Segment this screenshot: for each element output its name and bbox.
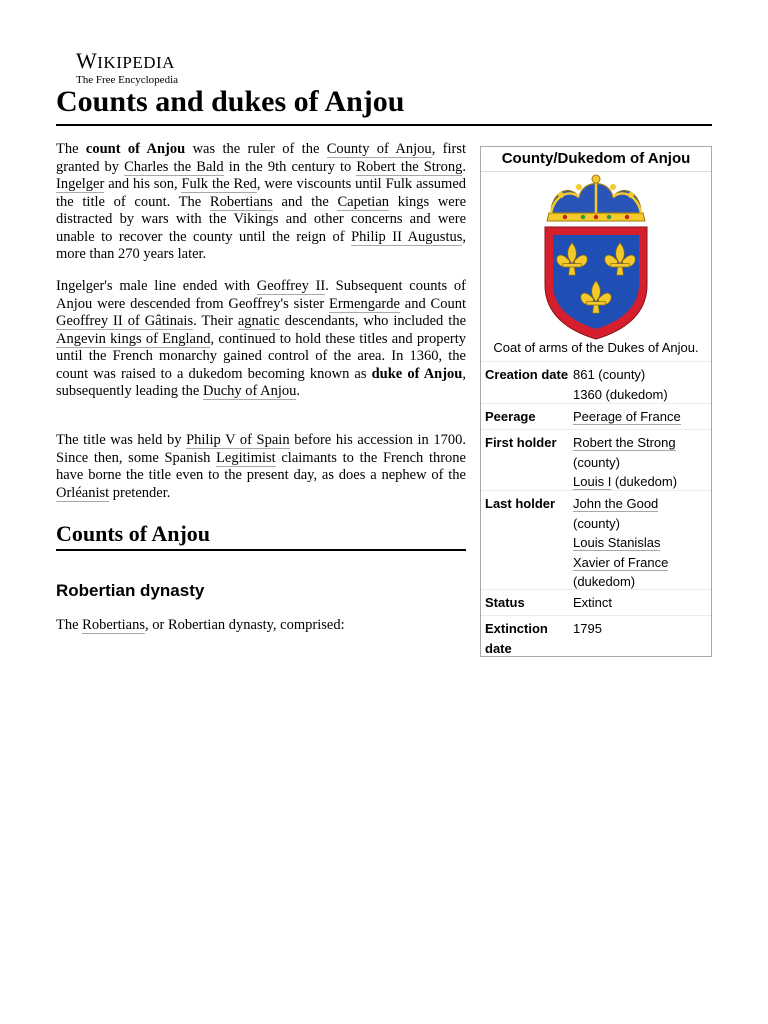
infobox-text: (county) xyxy=(573,515,620,531)
wikipedia-logo[interactable] xyxy=(76,50,178,86)
text-run: , or Robertian dynasty, comprised: xyxy=(145,617,345,633)
infobox-label: Status xyxy=(485,595,525,610)
text-run: kings were distracted by wars with the Vikings and other concerns and were unable to recover the county until the reign of xyxy=(56,193,467,245)
text-run: . Their xyxy=(193,313,238,329)
article-link[interactable]: Fulk the Red xyxy=(181,176,257,192)
subsection-heading-robertian: Robertian dynasty xyxy=(56,581,205,600)
article-link[interactable]: Ingelger xyxy=(56,176,105,192)
infobox-link[interactable]: John the Good xyxy=(573,496,659,511)
article-link[interactable]: Angevin kings of England xyxy=(56,330,211,347)
intro-paragraph-1 xyxy=(56,141,466,264)
intro-paragraph-3 xyxy=(56,432,466,502)
article-link[interactable]: Geoffrey II xyxy=(256,278,326,294)
section-heading-counts: Counts of Anjou xyxy=(56,521,211,546)
infobox-link[interactable]: Louis Stanislas xyxy=(573,535,661,550)
infobox-row xyxy=(481,615,711,657)
article-link[interactable]: Robert the Strong xyxy=(356,158,463,175)
text-run: and his son, xyxy=(104,176,182,192)
text-run: and the xyxy=(272,193,338,210)
text-run: , subsequently leading the xyxy=(56,365,466,399)
text-run: The xyxy=(56,617,83,633)
text-run: . Subsequent counts of Anjou were descended from Geoffrey's sister xyxy=(56,278,466,312)
bold-term: duke of Anjou xyxy=(371,365,463,382)
crown-icon xyxy=(547,175,645,221)
infobox-value-line xyxy=(573,453,709,473)
article-link[interactable]: Robertians xyxy=(209,193,273,210)
text-run: The xyxy=(56,141,86,157)
text-run: , were viscounts until Fulk assumed the title of count. The xyxy=(56,176,466,210)
infobox-text: 861 (county) xyxy=(573,367,646,382)
article-link[interactable]: Legitimist xyxy=(216,449,276,466)
infobox-caption: Coat of arms of the Dukes of Anjou. xyxy=(493,340,699,355)
text-run: . xyxy=(462,158,466,175)
text-run: claimants to the French throne have borne the title even to the present day, as does a nephew of the xyxy=(56,449,466,483)
wordmark-text: WIKIPEDIA xyxy=(76,48,175,73)
infobox-value-line xyxy=(573,619,709,639)
infobox xyxy=(480,146,712,657)
infobox-text: Extinct xyxy=(573,595,613,610)
article-link[interactable]: Orléanist xyxy=(56,484,110,501)
article-link[interactable]: Philip V of Spain xyxy=(186,432,290,448)
article-link[interactable]: Ermengarde xyxy=(329,295,400,312)
text-run: , first granted by xyxy=(56,141,467,175)
article-link[interactable]: County of Anjou xyxy=(326,141,432,157)
article-link[interactable]: Robertians xyxy=(82,617,145,633)
bold-term: count of Anjou xyxy=(85,141,186,157)
infobox-value-line xyxy=(573,385,709,405)
robertian-paragraph xyxy=(56,617,466,635)
wikipedia-tagline: The Free Encyclopedia xyxy=(76,74,179,86)
infobox-value-line xyxy=(573,472,709,492)
infobox-value-line xyxy=(573,593,709,613)
text-run: . xyxy=(296,383,301,399)
infobox-value-line xyxy=(573,553,709,573)
text-run: descendants, who included the xyxy=(279,313,467,329)
infobox-text: 1795 xyxy=(573,621,602,636)
article-link[interactable]: Charles the Bald xyxy=(124,158,224,175)
infobox-link[interactable]: Xavier of France xyxy=(573,554,669,570)
title-divider xyxy=(56,124,712,126)
infobox-value-line xyxy=(573,494,709,514)
infobox-value-line xyxy=(573,407,709,427)
infobox-row xyxy=(481,490,711,590)
article-link[interactable]: Philip II Augustus xyxy=(351,228,463,245)
text-run: , more than 270 years later. xyxy=(56,228,466,262)
infobox-value xyxy=(573,433,709,492)
infobox-value xyxy=(573,407,709,427)
infobox-row xyxy=(481,361,711,404)
infobox-label: Peerage xyxy=(485,409,536,424)
article-link[interactable]: Capetian xyxy=(337,193,390,210)
page-title: Counts and dukes of Anjou xyxy=(56,85,405,118)
text-run: The title was held by xyxy=(56,432,187,448)
infobox-row xyxy=(481,589,711,616)
infobox-label: First holder xyxy=(485,435,557,450)
infobox-value-line xyxy=(573,433,709,453)
infobox-value-line xyxy=(573,365,709,385)
infobox-text: (dukedom) xyxy=(573,574,636,589)
infobox-label: Extinction date xyxy=(485,621,548,656)
wikipedia-wordmark xyxy=(76,50,178,74)
infobox-title: County/Dukedom of Anjou xyxy=(481,147,711,172)
infobox-text: (county) xyxy=(573,454,620,470)
text-run: before his accession in 1700. Since then, some Spanish xyxy=(56,432,466,466)
text-run: was the ruler of the xyxy=(185,141,327,157)
infobox-value xyxy=(573,619,709,639)
infobox-label: Creation date xyxy=(485,367,569,382)
infobox-text: (dukedom) xyxy=(611,474,678,489)
infobox-value-line xyxy=(573,514,709,534)
article-link[interactable]: Duchy of Anjou xyxy=(202,383,297,399)
article-link[interactable]: agnatic xyxy=(237,313,280,329)
coat-of-arms-icon[interactable] xyxy=(539,173,653,341)
intro-paragraph-2 xyxy=(56,278,466,401)
infobox-value-line xyxy=(573,533,709,553)
infobox-value xyxy=(573,365,709,404)
text-run: Ingelger's male line ended with xyxy=(56,278,257,294)
section-divider xyxy=(56,549,466,551)
infobox-link[interactable]: Robert the Strong xyxy=(573,435,676,450)
text-run: in the 9th century to xyxy=(223,158,357,175)
text-run: pretender. xyxy=(109,484,171,501)
text-run: and Count xyxy=(399,295,466,312)
infobox-row xyxy=(481,403,711,430)
text-run: , continued to hold these titles and property until the French monarchy gained control of the area. In 1360, the count was raised to a dukedom becoming known as xyxy=(56,330,467,382)
infobox-row xyxy=(481,429,711,491)
infobox-value xyxy=(573,593,709,613)
infobox-link[interactable]: Peerage of France xyxy=(573,409,681,424)
article-link[interactable]: Geoffrey II of Gâtinais xyxy=(56,313,194,329)
infobox-text: 1360 (dukedom) xyxy=(573,386,668,402)
infobox-link[interactable]: Louis I xyxy=(573,474,612,489)
infobox-value xyxy=(573,494,709,592)
infobox-label: Last holder xyxy=(485,496,556,511)
